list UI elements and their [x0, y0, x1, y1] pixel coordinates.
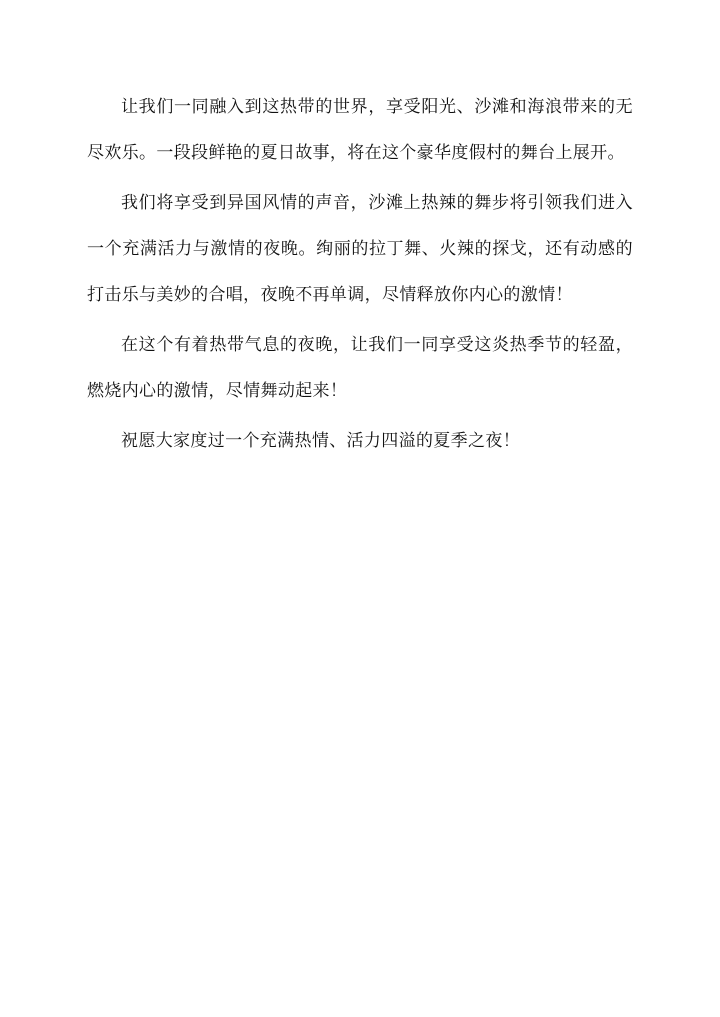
- paragraph-1: 让我们一同融入到这热带的世界，享受阳光、沙滩和海浪带来的无尽欢乐。一段段鲜艳的夏日故事，将在这个豪华度假村的舞台上展开。: [87, 97, 633, 163]
- paragraph-3: 在这个有着热带气息的夜晚，让我们一同享受这炎热季节的轻盈，燃烧内心的激情，尽情舞动起来！: [87, 335, 633, 401]
- document-body: [87, 84, 633, 464]
- paragraph-2: 我们将享受到异国风情的声音，沙滩上热辣的舞步将引领我们进入一个充满活力与激情的夜晚。绚丽的拉丁舞、火辣的探戈，还有动感的打击乐与美妙的合唱，夜晚不再单调，尽情释放你内心的激情！: [87, 193, 633, 305]
- paragraph-4: 祝愿大家度过一个充满热情、活力四溢的夏季之夜！: [121, 431, 521, 451]
